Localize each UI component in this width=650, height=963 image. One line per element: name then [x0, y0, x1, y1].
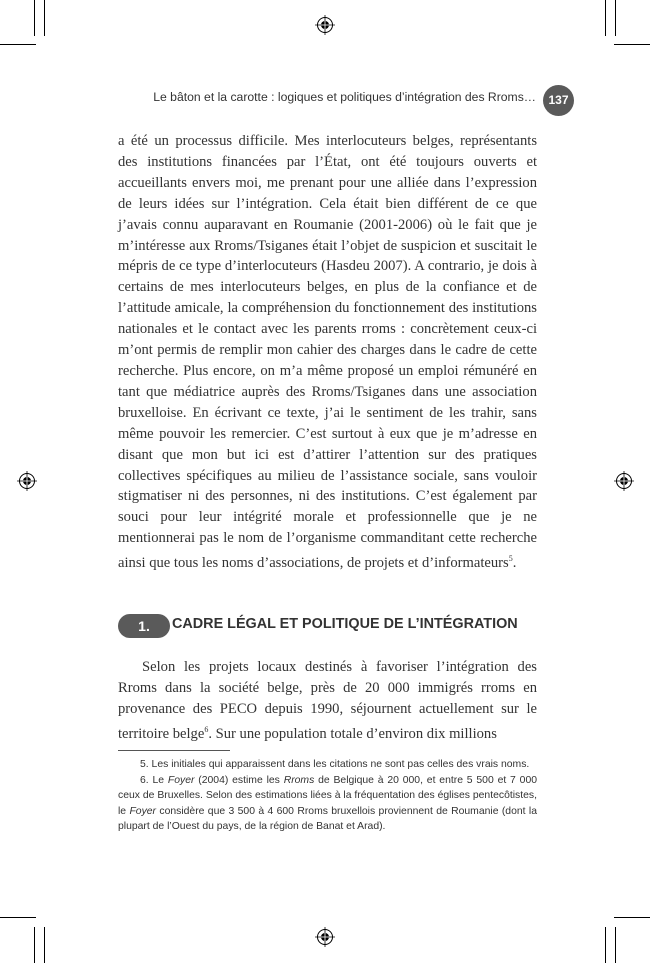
registration-mark-icon: [315, 927, 335, 947]
footnote-emphasis: Foyer: [129, 805, 157, 817]
footnote-ref-6[interactable]: 6: [204, 724, 209, 734]
footnote-6: [118, 773, 537, 835]
footnote-5: 5. Les initiales qui apparaissent dans les citations ne sont pas celles des vrais noms.: [140, 759, 530, 770]
footnote-emphasis: Foyer: [167, 774, 195, 786]
crop-mark: [0, 44, 36, 45]
crop-mark: [44, 927, 45, 963]
crop-mark: [0, 917, 36, 918]
paragraph-text-after: . Sur une population totale d’environ dix millions: [208, 725, 497, 742]
crop-mark: [44, 0, 45, 36]
footnote-ref-5[interactable]: 5: [508, 554, 513, 564]
running-header: Le bâton et la carotte : logiques et politiques d’intégration des Rroms…: [153, 90, 536, 104]
crop-mark: [614, 44, 650, 45]
page-number-badge: 137: [543, 85, 574, 116]
body-paragraph: [118, 131, 537, 574]
registration-mark-icon: [315, 15, 335, 35]
paragraph-text: a été un processus difficile. Mes interlocuteurs belges, représentants des institutions financées par l’État, ont été toujours ouverts et accueillants envers moi, me prenant pour une alliée dans l’expression de leurs idées sur l’intégration. Cela était bien différent de ce que j’avais connu auparavant en Roumanie (2001-2006) où le fait que je m’intéresse aux Rroms/Tsiganes était l’objet de suspicion et suscitait le mépris de ce type d’interlocuteurs (Hasdeu 2007). A contrario, je dois à certains de mes interlocuteurs belges, en plus de la confiance et de l’attitude amicale, la compréhension du fonctionnement des institutions nationales et le contact avec les parents rroms : concrètement ceux-ci m’ont permis de remplir mon cahier des charges dans le cadre de cette recherche. Plus encore, on m’a même proposé un emploi rémunéré en tant que médiatrice auprès des Rroms/Tsiganes dans une association bruxelloise. En écrivant ce texte, j’ai le sentiment de les trahir, sans même pouvoir les remercier. C’est surtout à eux que je m’adresse en disant que mon but ici est d’attirer l’attention sur des pratiques collectives spécifiques au milieu de l’assistance sociale, sans vouloir stigmatiser ni des personnes, ni des institutions. C’est également par souci pour leur intégrité morale et professionnelle que je ne mentionnerai pas le nom de l’organisme commanditant cette recherche ainsi que tous les noms d’associations, de projets et d’informateurs: [118, 133, 537, 571]
crop-mark: [605, 927, 606, 963]
footnote-text: de Belgique à 20 000, et entre 5 500 et 7 000 ceux de Bruxelles. Selon des estimations liées à la fréquentation des églises pentecôtistes, le: [118, 774, 537, 817]
section-number-badge: 1.: [118, 614, 170, 638]
footnote-divider: [118, 750, 230, 751]
crop-mark: [605, 0, 606, 36]
crop-mark: [34, 927, 35, 963]
crop-mark: [615, 0, 616, 36]
section-heading: CADRE LÉGAL ET POLITIQUE DE L’INTÉGRATION: [172, 616, 518, 632]
crop-mark: [615, 927, 616, 963]
body-paragraph: [118, 657, 537, 744]
crop-mark: [614, 917, 650, 918]
footnote-emphasis: Rroms: [283, 774, 315, 786]
footnote-text: 6. Le: [140, 774, 168, 786]
footnotes: [118, 757, 537, 835]
registration-mark-icon: [614, 471, 634, 491]
footnote-text: considère que 3 500 à 4 600 Rroms bruxellois proviennent de Roumanie (dont la plupart de l’Ouest du pays, de la région de Banat et Arad).: [118, 805, 537, 833]
crop-mark: [34, 0, 35, 36]
paragraph-text: Selon les projets locaux destinés à favoriser l’intégration des Rroms dans la société belge, près de 20 000 immigrés rroms en provenance des PECO depuis 1990, séjournent actuellement sur le territoire belge: [118, 659, 537, 742]
footnote-text: (2004) estime les: [194, 774, 284, 786]
registration-mark-icon: [17, 471, 37, 491]
paragraph-end: .: [512, 554, 517, 571]
